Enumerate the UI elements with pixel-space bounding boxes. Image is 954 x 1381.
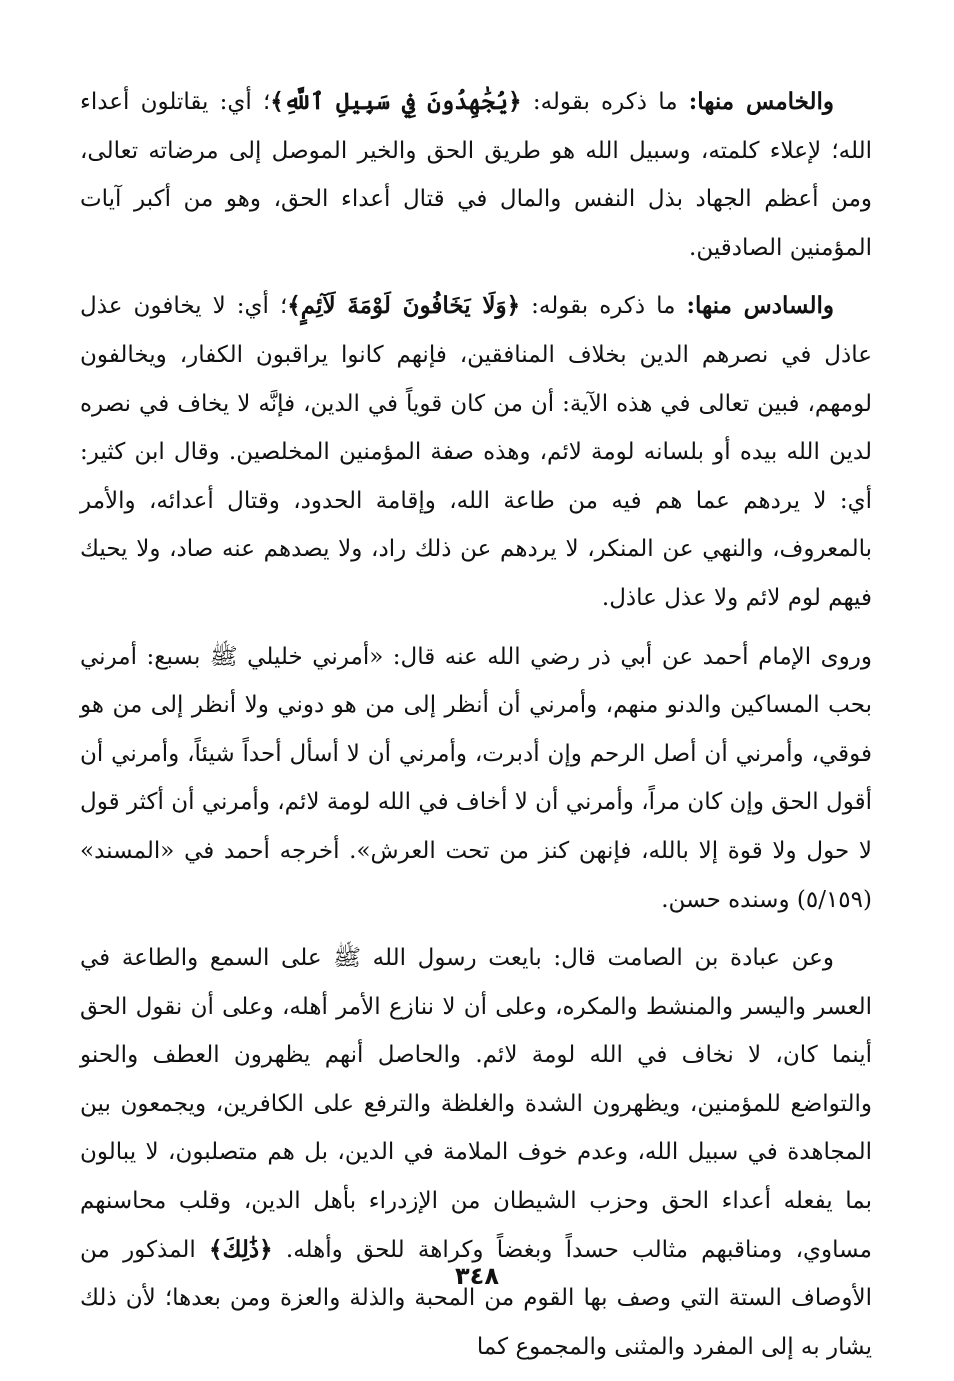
paragraph-text: ما ذكره بقوله: — [520, 293, 687, 320]
paragraph-text: ؛ أي: لا يخافون عذل عاذل في نصرهم الدين بخلاف المنافقين، فإنهم كانوا يراقبون الكفار، ويخالفون لومهم، فبين تعالى في هذه الآية: أن من كان قوياً في الدين، فإنَّه لا يخاف في نصره لدين الله بيده أو بلسانه لومة لائم، وهذه صفة المؤمنين المخلصين. وقال ابن كثير: أي: لا يردهم عما هم فيه من طاعة الله، وإقامة الحدود، وقتال أعدائه، والأمر بالمعروف، والنهي عن المنكر، لا يردهم عن ذلك راد، ولا يصدهم عنه صاد، ولا يحيك فيهم لوم لائم ولا عذل عاذل. — [80, 293, 872, 611]
quran-verse: ﴿ذَٰلِكَ﴾ — [209, 1235, 273, 1263]
paragraph-text: وروى الإمام أحمد عن أبي ذر رضي الله عنه قال: «أمرني خليلي ﷺ بسبع: أمرني بحب المساكين والدنو منهم، وأمرني أن أنظر إلى من هو دوني ولا أنظر إلى من هو فوقي، وأمرني أن أصل الرحم وإن أدبرت، وأمرني أن لا أسأل أحداً شيئاً، وأمرني أن أقول الحق وإن كان مراً، وأمرني أن لا أخاف في الله لومة لائم، وأمرني أن أكثر قول لا حول ولا قوة إلا بالله، فإنهن كنز من تحت العرش». أخرجه أحمد في «المسند» (٥/١٥٩) وسنده حسن. — [80, 643, 872, 913]
paragraph-fifth — [80, 78, 872, 272]
paragraph-ubada — [80, 934, 872, 1371]
paragraph-text: وعن عبادة بن الصامت قال: بايعت رسول الله ﷺ على السمع والطاعة في العسر واليسر والمنشط والمكره، وعلى أن لا ننازع الأمر أهله، وعلى أن نقول الحق أينما كان، لا نخاف في الله لومة لائم. والحاصل أنهم يظهرون العطف والحنو والتواضع للمؤمنين، ويظهرون الشدة والغلظة والترفع على الكافرين، ويجمعون بين المجاهدة في سبيل الله، وعدم خوف الملامة في الدين، بل هم متصلبون، لا يبالون بما يفعله أعداء الحق وحزب الشيطان من الإزدراء بأهل الدين، وقلب محاسنهم مساوي، ومناقبهم مثالب حسداً وبغضاً وكراهة للحق وأهله. — [80, 945, 872, 1263]
quran-verse: ﴿وَلَا يَخَافُونَ لَوْمَةَ لَآئِمٍ﴾ — [287, 292, 521, 320]
paragraph-sixth — [80, 282, 872, 622]
paragraph-text: المذكور من الأوصاف الستة التي وصف بها القوم من المحبة والذلة والعزة ومن بعدها؛ لأن ذلك يشار به إلى المفرد والمثنى والمجموع كما — [80, 1236, 872, 1360]
paragraph-lead: والخامس منها: — [688, 88, 834, 115]
paragraph-hadith-abu-dharr — [80, 633, 872, 925]
page-body — [80, 78, 872, 1381]
quran-verse: ﴿يُجَٰهِدُونَ فِي سَبِيلِ ٱللَّهِ﴾ — [270, 88, 522, 115]
page-number: ٣٤٨ — [455, 1262, 499, 1290]
paragraph-text: ما ذكره بقوله: — [521, 89, 689, 115]
paragraph-lead: والسادس منها: — [686, 292, 834, 320]
paragraph-text: ؛ أي: يقاتلون أعداء الله؛ لإعلاء كلمته، وسبيل الله هو طريق الحق والخير الموصل إلى مرضاته تعالى، ومن أعظم الجهاد بذل النفس والمال في قتال أعداء الحق، وهو من أكبر آيات المؤمنين الصادقين. — [80, 89, 872, 261]
